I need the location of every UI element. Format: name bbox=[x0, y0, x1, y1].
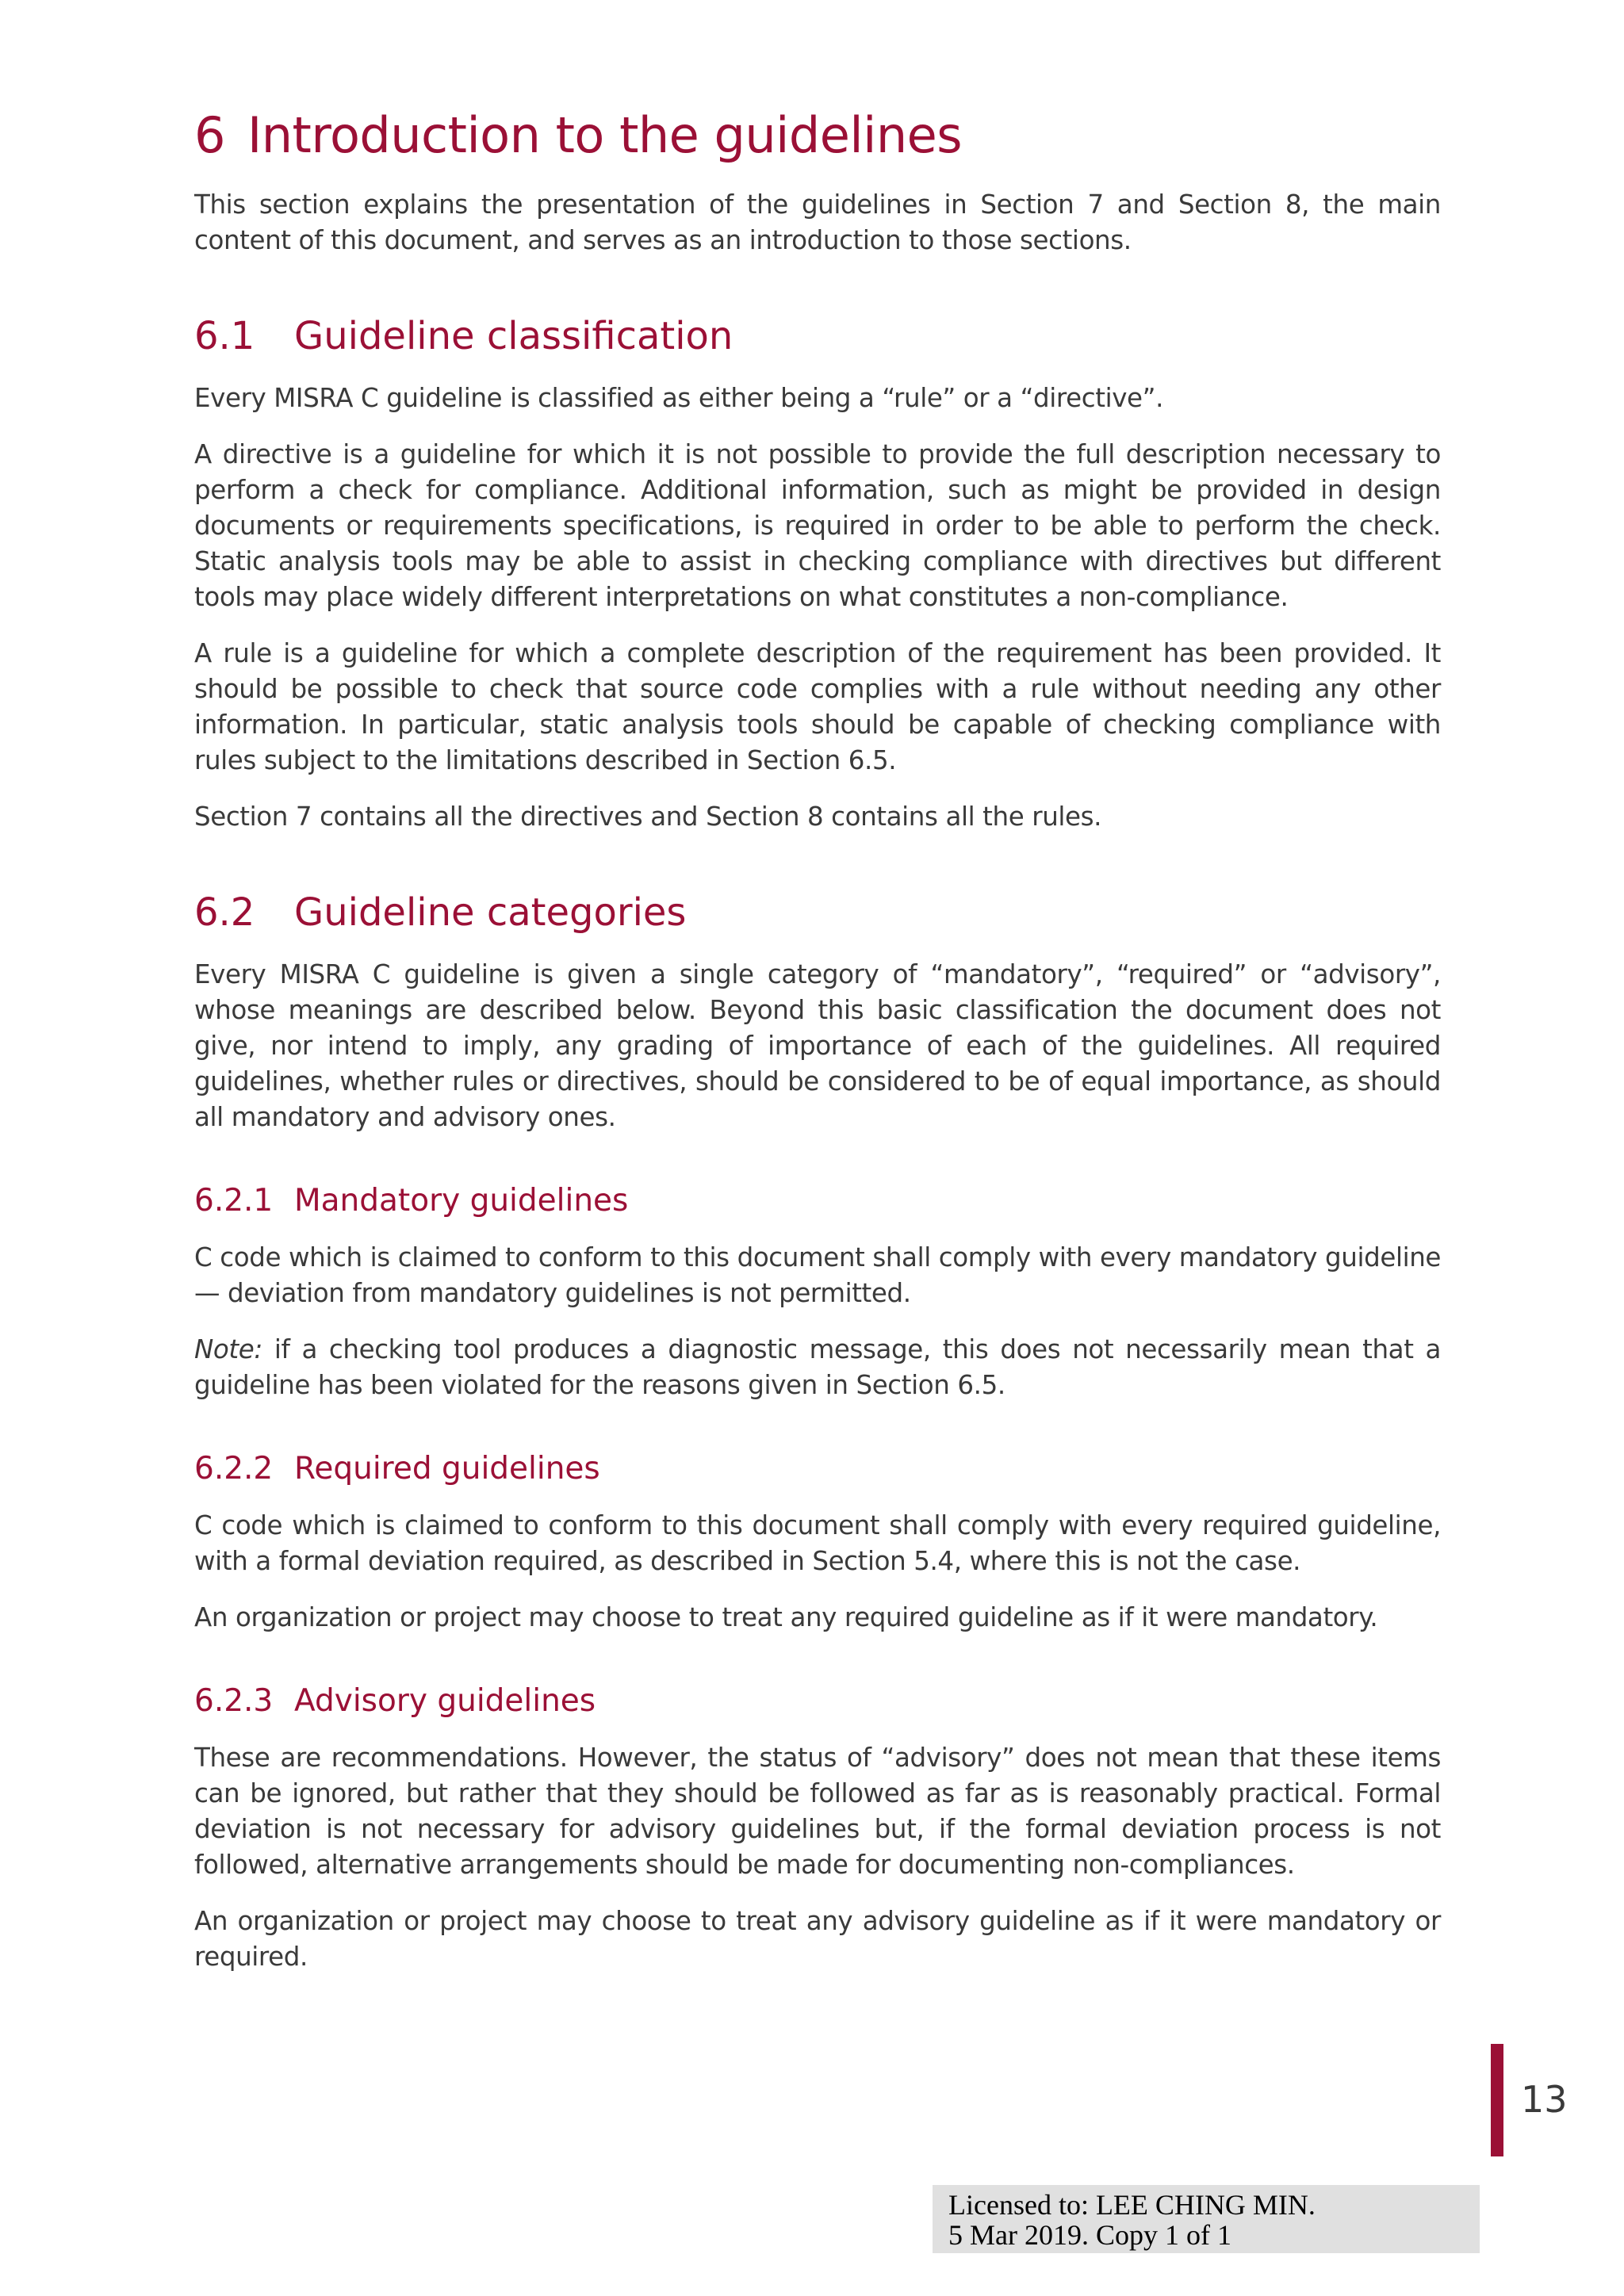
subsection-number: 6.1 bbox=[194, 314, 255, 358]
paragraph: These are recommendations. However, the status of “advisory” does not mean that these items can be ignored, but rather that they should be followed as far as is reasonably practical. Formal deviation is not necessary for advisory guidelines but, if the formal deviation process is not followed, alternative arrangements should be made for documenting non-compliances. bbox=[194, 1743, 1441, 1880]
subsection-number: 6.2 bbox=[194, 890, 255, 935]
page-number: 13 bbox=[1521, 2078, 1568, 2121]
subsubsection-title: Required guidelines bbox=[294, 1451, 600, 1487]
paragraph: An organization or project may choose to treat any required guideline as if it were mandatory. bbox=[194, 1602, 1378, 1632]
note-label: Note: bbox=[194, 1334, 262, 1364]
paragraph: C code which is claimed to conform to this document shall comply with every required guideline, with a formal deviation required, as described in Section 5.4, where this is not the case. bbox=[194, 1510, 1441, 1576]
license-stamp bbox=[933, 2185, 1480, 2253]
subsection-heading-6-2 bbox=[194, 887, 1441, 938]
note-text: if a checking tool produces a diagnostic message, this does not necessarily mean that a guideline has been violated for the reasons given in Section 6.5. bbox=[194, 1334, 1441, 1400]
paragraph: Every MISRA C guideline is classified as either being a “rule” or a “directive”. bbox=[194, 383, 1163, 413]
page-marker-bar bbox=[1491, 2044, 1503, 2156]
note-paragraph bbox=[194, 1332, 1441, 1403]
subsection-heading-6-1 bbox=[194, 311, 1441, 362]
subsubsection-heading-6-2-2 bbox=[194, 1448, 1441, 1490]
subsubsection-heading-6-2-1 bbox=[194, 1180, 1441, 1223]
subsection-title: Guideline classification bbox=[294, 314, 733, 358]
paragraph: A directive is a guideline for which it is not possible to provide the full description necessary to perform a check for compliance. Additional information, such as might be provided in design documents or requirements specifications, is required in order to be able to perform the check. Static analysis tools may be able to assist in checking compliance with directives but different tools may place widely different interpretations on what constitutes a non-compliance. bbox=[194, 439, 1441, 612]
subsubsection-number: 6.2.3 bbox=[194, 1683, 274, 1719]
subsubsection-number: 6.2.2 bbox=[194, 1451, 274, 1487]
subsubsection-title: Mandatory guidelines bbox=[294, 1183, 629, 1219]
section-intro: This section explains the presentation of the guidelines in Section 7 and Section 8, the main content of this document, and serves as an introduction to those sections. bbox=[194, 189, 1441, 255]
paragraph: Every MISRA C guideline is given a single category of “mandatory”, “required” or “advisory”, whose meanings are described below. Beyond this basic classification the document does not give, nor intend to imply, any grading of importance of each of the guidelines. All required guidelines, whether rules or directives, should be considered to be of equal importance, as should all mandatory and advisory ones. bbox=[194, 959, 1441, 1132]
subsubsection-number: 6.2.1 bbox=[194, 1183, 274, 1219]
section-number: 6 bbox=[194, 106, 225, 164]
subsubsection-title: Advisory guidelines bbox=[294, 1683, 596, 1719]
paragraph: Section 7 contains all the directives and Section 8 contains all the rules. bbox=[194, 802, 1102, 832]
paragraph: A rule is a guideline for which a complete description of the requirement has been provided. It should be possible to check that source code complies with a rule without needing any other information. In particular, static analysis tools should be capable of checking compliance with rules subject to the limitations described in Section 6.5. bbox=[194, 638, 1441, 775]
section-heading bbox=[194, 100, 1441, 171]
paragraph: An organization or project may choose to treat any advisory guideline as if it were mandatory or required. bbox=[194, 1906, 1441, 1972]
subsection-title: Guideline categories bbox=[294, 890, 687, 935]
paragraph: C code which is claimed to conform to this document shall comply with every mandatory guideline — deviation from mandatory guidelines is not permitted. bbox=[194, 1242, 1441, 1308]
document-body bbox=[194, 100, 1441, 1996]
license-line-1: Licensed to: LEE CHING MIN. bbox=[948, 2189, 1316, 2221]
section-title: Introduction to the guidelines bbox=[247, 106, 963, 164]
subsubsection-heading-6-2-3 bbox=[194, 1680, 1441, 1723]
license-line-2: 5 Mar 2019. Copy 1 of 1 bbox=[948, 2219, 1231, 2251]
